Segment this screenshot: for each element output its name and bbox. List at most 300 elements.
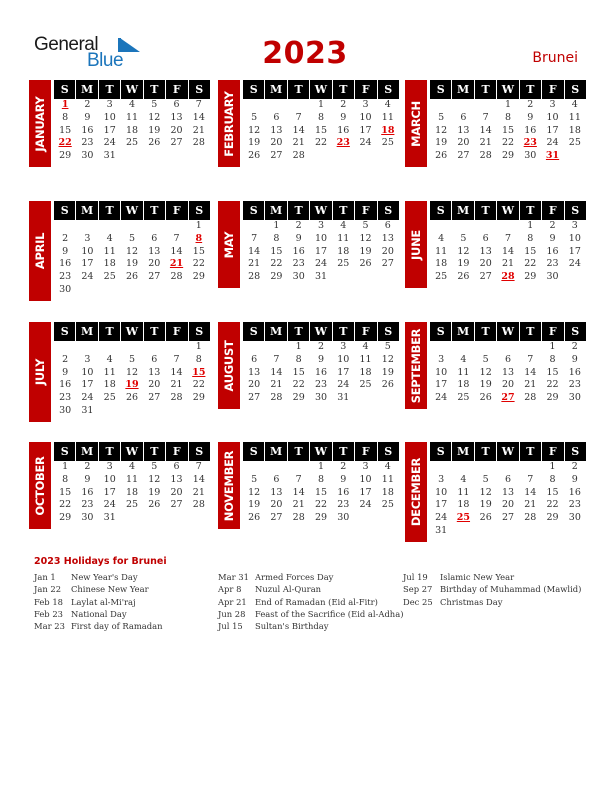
day-cell: 7 — [295, 111, 302, 123]
day-cell: 14 — [192, 111, 205, 123]
month-july — [29, 322, 209, 430]
day-cell: 10 — [103, 111, 116, 123]
day-cell: 12 — [457, 245, 470, 257]
day-cell: 5 — [482, 353, 489, 365]
weekday-label: S — [565, 80, 586, 99]
day-cell: 23 — [59, 392, 72, 404]
week-row — [54, 220, 210, 233]
day-cell: 30 — [568, 392, 581, 404]
weekday-label: M — [76, 322, 97, 341]
empty-day-cell — [165, 284, 187, 297]
day-cell: 4 — [384, 461, 391, 472]
day-cell: 13 — [381, 232, 394, 244]
weekday-label: T — [520, 322, 541, 341]
day-cell: 16 — [337, 486, 350, 498]
empty-day-cell — [377, 392, 399, 405]
weekday-label: T — [475, 80, 496, 99]
day-cell: 10 — [359, 473, 372, 485]
week-row — [54, 499, 210, 512]
month-january — [29, 80, 209, 188]
empty-day-cell — [143, 512, 165, 525]
day-cell: 29 — [501, 150, 515, 162]
empty-day-cell — [265, 341, 287, 354]
day-cell: 8 — [549, 353, 556, 365]
weekday-label: S — [189, 201, 210, 220]
week-row — [54, 379, 210, 392]
weekday-header — [54, 322, 210, 341]
empty-day-cell — [121, 405, 143, 418]
holiday-item — [403, 571, 581, 583]
day-cell: 4 — [106, 232, 113, 244]
week-row — [430, 246, 586, 259]
day-cell: 6 — [460, 111, 467, 123]
day-cell: 18 — [359, 366, 372, 378]
day-cell: 1 — [195, 341, 202, 352]
week-row — [243, 125, 399, 138]
weekday-header — [243, 442, 399, 461]
day-cell: 7 — [195, 99, 202, 110]
weekday-label: S — [189, 442, 210, 461]
week-row — [54, 354, 210, 367]
day-cell: 3 — [438, 353, 445, 365]
day-cell: 12 — [148, 473, 161, 485]
day-cell: 31 — [81, 404, 94, 416]
day-cell: 17 — [435, 379, 448, 391]
day-cell: 15 — [59, 124, 72, 136]
empty-day-cell — [497, 220, 519, 233]
day-cell: 29 — [314, 512, 328, 524]
empty-day-cell — [564, 150, 586, 163]
weekday-label: M — [265, 322, 286, 341]
month-september — [405, 322, 585, 430]
day-cell: 8 — [62, 473, 69, 485]
day-cell: 25 — [125, 137, 139, 149]
month-days-grid — [243, 201, 399, 284]
day-cell: 21 — [524, 499, 537, 511]
day-cell: 5 — [251, 111, 258, 123]
weekday-label: T — [99, 442, 120, 461]
week-row — [430, 341, 586, 354]
empty-day-cell — [452, 99, 474, 112]
week-row — [54, 233, 210, 246]
holiday-date: Apr 8 — [218, 584, 242, 595]
day-cell: 28 — [479, 150, 492, 162]
holiday-column — [218, 571, 403, 632]
day-cell: 23 — [81, 137, 94, 149]
week-row — [54, 150, 210, 163]
day-cell: 30 — [59, 283, 72, 295]
empty-day-cell — [332, 271, 354, 284]
month-name: NOVEMBER — [222, 450, 236, 521]
day-cell: 2 — [295, 220, 302, 231]
weekday-label: S — [378, 80, 399, 99]
day-cell: 13 — [248, 366, 261, 378]
empty-day-cell — [519, 525, 541, 538]
empty-day-cell — [121, 150, 143, 163]
weekday-label: F — [542, 442, 563, 461]
month-may — [218, 201, 398, 309]
weekday-label: T — [288, 201, 309, 220]
day-cell: 21 — [192, 124, 205, 136]
empty-day-cell — [452, 461, 474, 474]
day-cell: 5 — [362, 220, 369, 231]
day-cell: 15 — [59, 486, 72, 498]
weekday-label: M — [265, 442, 286, 461]
week-row — [430, 525, 586, 538]
day-cell: 6 — [384, 220, 391, 231]
month-august — [218, 322, 398, 430]
week-row — [243, 258, 399, 271]
week-row — [243, 220, 399, 233]
holiday-date: Dec 25 — [403, 596, 433, 607]
day-cell: 13 — [270, 124, 283, 136]
day-cell: 18 — [435, 258, 448, 270]
weekday-header — [430, 322, 586, 341]
day-cell: 29 — [59, 512, 72, 524]
week-row — [243, 233, 399, 246]
day-cell: 16 — [568, 366, 581, 378]
weekday-label: M — [452, 201, 473, 220]
day-cell: 7 — [195, 461, 202, 472]
day-cell: 8 — [317, 473, 324, 485]
day-cell: 14 — [292, 124, 305, 136]
day-cell: 7 — [173, 353, 180, 365]
holiday-date: Mar 31 — [218, 572, 249, 582]
weekday-label: S — [54, 442, 75, 461]
day-cell: 21 — [192, 486, 205, 498]
day-cell: 21 — [292, 137, 305, 149]
weekday-label: S — [378, 322, 399, 341]
week-row — [430, 474, 586, 487]
day-cell: 10 — [359, 111, 372, 123]
day-cell: 9 — [527, 111, 534, 123]
empty-day-cell — [121, 512, 143, 525]
empty-day-cell — [430, 99, 452, 112]
holiday-date: Feb 18 — [34, 596, 63, 607]
day-cell: 3 — [571, 220, 578, 231]
day-cell: 2 — [340, 461, 347, 472]
day-cell: 30 — [292, 271, 305, 283]
empty-day-cell — [143, 341, 165, 354]
day-cell: 2 — [84, 461, 91, 472]
day-cell: 1 — [195, 220, 202, 231]
weekday-header — [54, 442, 210, 461]
day-cell: 12 — [148, 111, 161, 123]
day-cell: 27 — [148, 271, 161, 283]
holiday-day-cell: 15 — [192, 366, 206, 378]
weekday-label: T — [99, 80, 120, 99]
weekday-label: W — [497, 442, 518, 461]
day-cell: 10 — [314, 232, 328, 244]
empty-day-cell — [354, 512, 376, 525]
weekday-label: W — [121, 322, 142, 341]
empty-day-cell — [76, 220, 98, 233]
day-cell: 11 — [103, 245, 116, 257]
day-cell: 31 — [103, 512, 116, 524]
empty-day-cell — [243, 341, 265, 354]
month-label-band — [29, 80, 51, 167]
day-cell: 21 — [524, 379, 537, 391]
day-cell: 29 — [192, 392, 205, 404]
day-cell: 24 — [81, 392, 94, 404]
day-cell: 16 — [59, 379, 72, 391]
week-row — [430, 512, 586, 525]
day-cell: 2 — [62, 232, 69, 244]
week-row — [243, 112, 399, 125]
empty-day-cell — [54, 220, 76, 233]
day-cell: 15 — [501, 124, 515, 136]
weekday-label: M — [265, 201, 286, 220]
weekday-label: W — [310, 201, 331, 220]
day-cell: 6 — [173, 99, 180, 110]
week-row — [243, 99, 399, 112]
day-cell: 1 — [273, 220, 280, 231]
holiday-day-cell: 25 — [456, 512, 471, 524]
weekday-header — [430, 201, 586, 220]
month-name: JUNE — [409, 229, 423, 260]
day-cell: 11 — [568, 111, 581, 123]
empty-day-cell — [121, 220, 143, 233]
day-cell: 26 — [148, 499, 161, 511]
day-cell: 9 — [340, 111, 347, 123]
day-cell: 22 — [59, 499, 72, 511]
year-title: 2023 — [262, 36, 348, 71]
week-row — [430, 99, 586, 112]
week-row — [243, 499, 399, 512]
weekday-label: S — [243, 442, 264, 461]
weekday-label: T — [288, 80, 309, 99]
empty-day-cell — [99, 284, 121, 297]
day-cell: 25 — [457, 392, 470, 404]
weekday-label: T — [144, 80, 165, 99]
day-cell: 30 — [546, 271, 559, 283]
month-name: DECEMBER — [409, 457, 423, 526]
empty-day-cell — [121, 341, 143, 354]
empty-day-cell — [265, 461, 287, 474]
week-row — [54, 487, 210, 500]
day-cell: 26 — [479, 512, 492, 524]
day-cell: 23 — [337, 499, 350, 511]
day-cell: 4 — [384, 99, 391, 110]
empty-day-cell — [243, 461, 265, 474]
empty-day-cell — [452, 525, 474, 538]
empty-day-cell — [310, 150, 332, 163]
empty-day-cell — [354, 271, 376, 284]
empty-day-cell — [99, 341, 121, 354]
day-cell: 2 — [84, 99, 91, 110]
day-cell: 26 — [457, 271, 470, 283]
holiday-day-cell: 28 — [501, 271, 515, 283]
holiday-name: Birthday of Muhammad (Mawlid) — [440, 584, 582, 595]
weekday-label: S — [430, 80, 451, 99]
weekday-header — [243, 80, 399, 99]
week-row — [54, 461, 210, 474]
weekday-label: M — [76, 442, 97, 461]
day-cell: 26 — [381, 379, 394, 391]
week-row — [54, 512, 210, 525]
day-cell: 8 — [549, 473, 556, 485]
holiday-day-cell: 27 — [501, 392, 515, 404]
day-cell: 3 — [549, 99, 556, 110]
day-cell: 1 — [549, 341, 556, 352]
empty-day-cell — [165, 405, 187, 418]
day-cell: 27 — [270, 150, 283, 162]
week-row — [243, 474, 399, 487]
day-cell: 6 — [173, 461, 180, 472]
month-days-grid — [54, 442, 210, 525]
day-cell: 15 — [546, 366, 559, 378]
day-cell: 12 — [248, 486, 261, 498]
day-cell: 17 — [568, 245, 581, 257]
weekday-label: W — [310, 442, 331, 461]
holiday-name: First day of Ramadan — [71, 621, 163, 632]
empty-day-cell — [519, 461, 541, 474]
week-row — [54, 112, 210, 125]
day-cell: 17 — [81, 258, 94, 270]
weekday-label: T — [333, 201, 354, 220]
day-cell: 15 — [192, 245, 205, 257]
holiday-name: New Year's Day — [71, 572, 138, 582]
week-row — [54, 341, 210, 354]
day-cell: 30 — [314, 392, 328, 404]
day-cell: 28 — [524, 512, 537, 524]
day-cell: 6 — [273, 473, 280, 485]
holiday-name: Nuzul Al-Quran — [255, 584, 322, 595]
week-row — [430, 150, 586, 163]
day-cell: 17 — [546, 124, 559, 136]
month-name: JANUARY — [33, 95, 47, 152]
day-cell: 26 — [248, 150, 261, 162]
day-cell: 27 — [148, 392, 161, 404]
week-row — [54, 392, 210, 405]
holiday-name: Islamic New Year — [440, 572, 515, 582]
day-cell: 22 — [524, 258, 537, 270]
day-cell: 29 — [546, 392, 559, 404]
week-row — [243, 461, 399, 474]
empty-day-cell — [475, 461, 497, 474]
day-cell: 24 — [435, 392, 448, 404]
day-cell: 18 — [457, 499, 470, 511]
weekday-label: F — [542, 80, 563, 99]
day-cell: 24 — [337, 379, 350, 391]
empty-day-cell — [497, 525, 519, 538]
empty-day-cell — [430, 341, 452, 354]
day-cell: 6 — [504, 473, 511, 485]
day-cell: 4 — [438, 232, 445, 244]
day-cell: 6 — [273, 111, 280, 123]
day-cell: 5 — [460, 232, 467, 244]
day-cell: 6 — [504, 353, 511, 365]
day-cell: 27 — [170, 499, 183, 511]
weekday-label: M — [76, 201, 97, 220]
day-cell: 4 — [571, 99, 578, 110]
weekday-label: F — [166, 80, 187, 99]
empty-day-cell — [564, 525, 586, 538]
weekday-label: S — [565, 201, 586, 220]
empty-day-cell — [54, 341, 76, 354]
day-cell: 10 — [81, 245, 94, 257]
day-cell: 23 — [81, 499, 94, 511]
holiday-date: Apr 21 — [218, 596, 247, 607]
month-label-band — [218, 442, 240, 529]
day-cell: 19 — [479, 379, 492, 391]
day-cell: 16 — [337, 124, 350, 136]
day-cell: 16 — [81, 124, 94, 136]
day-cell: 5 — [384, 341, 391, 352]
weekday-label: S — [430, 322, 451, 341]
day-cell: 13 — [148, 366, 161, 378]
day-cell: 28 — [524, 392, 537, 404]
day-cell: 24 — [314, 258, 328, 270]
month-name: MARCH — [409, 100, 423, 147]
day-cell: 21 — [292, 499, 305, 511]
weekday-label: S — [430, 201, 451, 220]
day-cell: 10 — [435, 486, 448, 498]
day-cell: 9 — [571, 473, 578, 485]
day-cell: 23 — [314, 379, 328, 391]
holiday-name: Chinese New Year — [71, 584, 149, 595]
day-cell: 20 — [270, 499, 283, 511]
month-name: JULY — [33, 358, 47, 386]
day-cell: 12 — [381, 353, 394, 365]
month-label-band — [29, 322, 51, 422]
week-row — [243, 271, 399, 284]
day-cell: 11 — [381, 111, 394, 123]
empty-day-cell — [288, 99, 310, 112]
day-cell: 25 — [359, 379, 372, 391]
day-cell: 18 — [125, 486, 139, 498]
week-row — [243, 379, 399, 392]
day-cell: 26 — [435, 150, 448, 162]
day-cell: 25 — [103, 271, 116, 283]
holiday-day-cell: 22 — [58, 137, 72, 149]
week-row — [430, 461, 586, 474]
day-cell: 7 — [173, 232, 180, 244]
day-cell: 4 — [460, 473, 467, 485]
holiday-item — [218, 620, 403, 632]
empty-day-cell — [76, 341, 98, 354]
day-cell: 24 — [568, 258, 581, 270]
day-cell: 15 — [292, 366, 305, 378]
week-row — [430, 392, 586, 405]
empty-day-cell — [76, 284, 98, 297]
weekday-label: W — [310, 80, 331, 99]
day-cell: 13 — [501, 486, 515, 498]
empty-day-cell — [188, 284, 210, 297]
weekday-label: T — [520, 442, 541, 461]
month-days-grid — [54, 322, 210, 418]
weekday-header — [430, 442, 586, 461]
holiday-item — [218, 583, 403, 595]
month-december — [405, 442, 585, 550]
day-cell: 30 — [81, 150, 94, 162]
weekday-label: S — [565, 442, 586, 461]
day-cell: 8 — [62, 111, 69, 123]
empty-day-cell — [165, 220, 187, 233]
weekday-header — [54, 80, 210, 99]
day-cell: 1 — [317, 99, 324, 110]
day-cell: 17 — [314, 245, 328, 257]
day-cell: 9 — [571, 353, 578, 365]
weekday-label: T — [475, 201, 496, 220]
day-cell: 15 — [546, 486, 559, 498]
day-cell: 28 — [292, 150, 305, 162]
day-cell: 13 — [170, 111, 183, 123]
day-cell: 3 — [106, 461, 113, 472]
weekday-label: W — [497, 80, 518, 99]
day-cell: 13 — [479, 245, 492, 257]
day-cell: 14 — [170, 366, 183, 378]
